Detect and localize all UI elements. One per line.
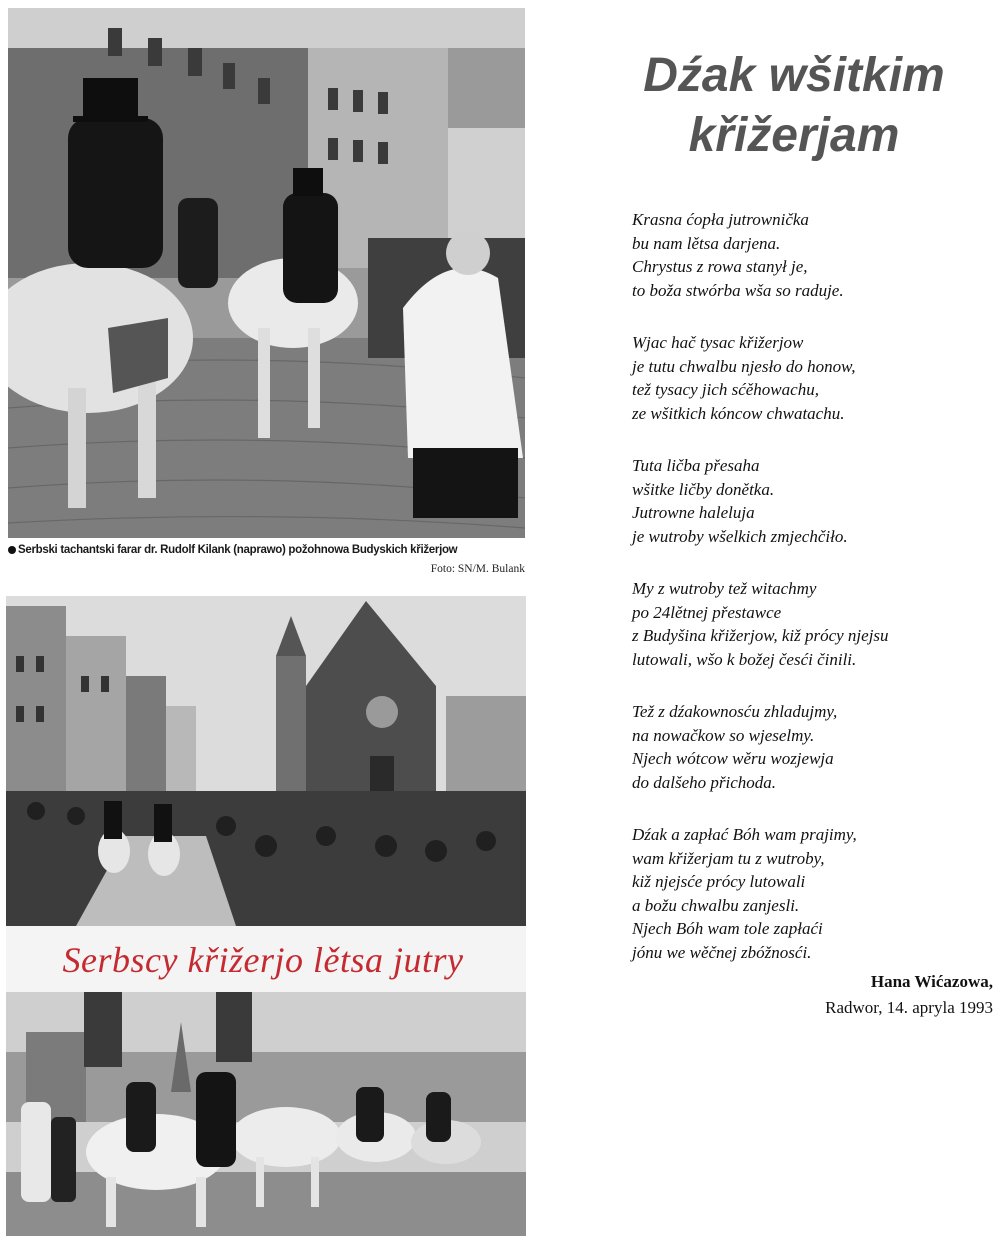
- poem-line: kiž njejsće prócy lutowali: [632, 872, 806, 891]
- poem-line: My z wutroby tež witachmy: [632, 579, 817, 598]
- poem-line: do dalšeho přichoda.: [632, 772, 777, 792]
- poem-line: Wjac hač tysac křižerjow: [632, 333, 804, 352]
- poem-stanza: [632, 208, 997, 302]
- poem-line: wam křižerjam tu z wutroby,: [632, 848, 825, 868]
- poem-line: bu nam lětsa darjena.: [632, 233, 781, 253]
- poem-stanza: [632, 577, 997, 671]
- poem-line: wšitke ličby donětka.: [632, 479, 775, 499]
- bullet-icon: [8, 546, 16, 554]
- poem-line: Chrystus z rowa stanył je,: [632, 257, 808, 276]
- poem-line: tež tysacy jich sćěhowachu,: [632, 380, 819, 399]
- poem-line: a božu chwalbu zanjesli.: [632, 895, 800, 915]
- poem-stanza: [632, 700, 997, 794]
- poem-body: [632, 208, 997, 993]
- poem-line: je wutroby wšelkich zmjechčiło.: [632, 526, 848, 546]
- photo-riders-procession: [6, 992, 526, 1236]
- poem-line: Tež z dźakownosću zhladujmy,: [632, 702, 838, 721]
- poem-line: to boža stwórba wša so raduje.: [632, 280, 844, 300]
- banner-title: Serbscy křižerjo lětsa jutry: [62, 940, 464, 980]
- poem-title: [600, 46, 988, 166]
- photo-credit: Foto: SN/M. Bulank: [430, 563, 525, 575]
- poem-line: lutowali, wšo k božej česći činili.: [632, 649, 857, 669]
- poem-stanza: [632, 823, 997, 964]
- poem-author: Hana Wićazowa,: [870, 972, 993, 991]
- poem-line: Jutrowne haleluja: [632, 503, 755, 522]
- poem-line: po 24lětnej přestawce: [632, 602, 782, 622]
- poem-line: Dźak a zapłać Bóh wam prajimy,: [632, 825, 857, 844]
- poem-place-date: Radwor, 14. apryla 1993: [825, 998, 993, 1017]
- poem-title-line-1: Dźak wšitkim: [643, 49, 945, 102]
- poem-line: z Budyšina křižerjow, kiž prócy njejsu: [632, 626, 889, 645]
- poem-stanza: [632, 331, 997, 425]
- poem-stanza: [632, 454, 997, 548]
- caption-text: Serbski tachantski farar dr. Rudolf Kilank (naprawo) požohnowa Budyskich křižerjow: [18, 544, 458, 556]
- poem-line: ze wšitkich kóncow chwatachu.: [632, 403, 845, 423]
- poem-line: jónu we wěčnej zbóžnosći.: [632, 942, 812, 962]
- poem-line: je tutu chwalbu njesło do honow,: [632, 356, 856, 376]
- poem-line: Tuta ličba přesaha: [632, 456, 760, 475]
- photo-caption: [8, 544, 525, 556]
- poem-title-line-2: křižerjam: [688, 109, 900, 162]
- photo-riders-blessing: [8, 8, 525, 538]
- poem-line: na nowačkow so wjeselmy.: [632, 725, 815, 745]
- poem-line: Njech wótcow wěru wozjewja: [632, 749, 834, 768]
- poem-line: Njech Bóh wam tole zapłaći: [632, 919, 823, 938]
- photo-church-square: [6, 596, 526, 926]
- poem-line: Krasna ćopła jutrownička: [632, 210, 809, 229]
